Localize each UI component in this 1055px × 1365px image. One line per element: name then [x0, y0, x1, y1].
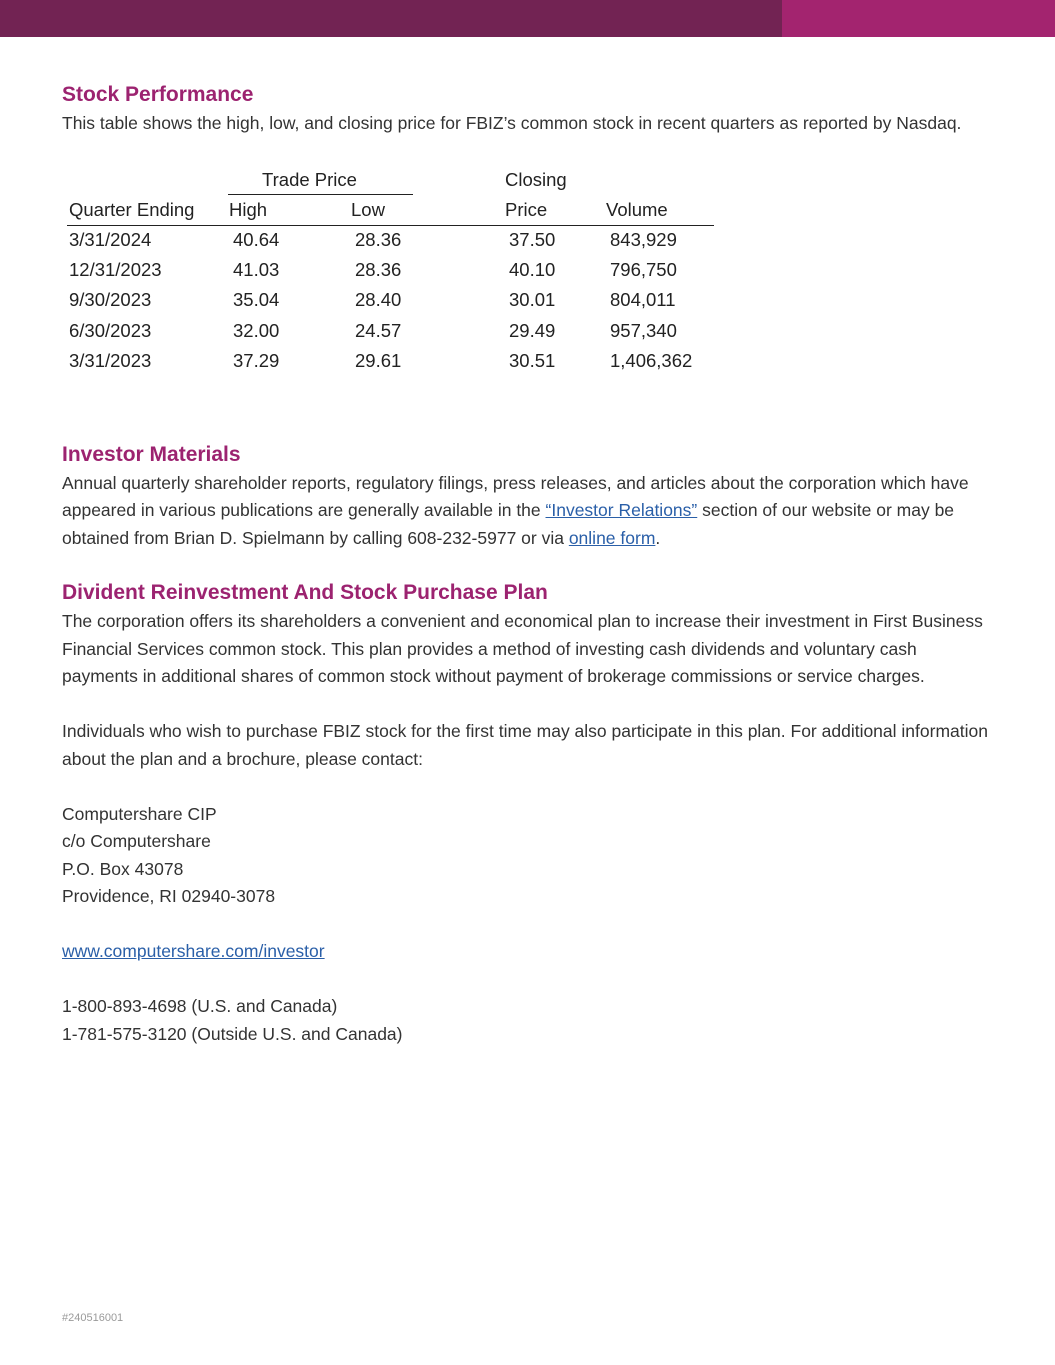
- stock-performance-heading: Stock Performance: [62, 83, 254, 106]
- table-cell: 28.40: [355, 288, 402, 310]
- table-cell: 24.57: [355, 319, 402, 341]
- investor-materials-paragraph: [62, 470, 992, 553]
- top-header-bar: [0, 0, 1055, 37]
- table-cell: 29.61: [355, 349, 402, 371]
- address-line: P.O. Box 43078: [62, 858, 184, 879]
- table-cell: 3/31/2023: [69, 349, 152, 371]
- table-cell: 796,750: [610, 258, 677, 280]
- header-bar-main: [0, 0, 782, 37]
- table-cell: 40.64: [233, 228, 280, 250]
- dividend-plan-paragraph-1: The corporation offers its shareholders a convenient and economical plan to increase their investment in First Business Financial Services common stock. This plan provides a method of investing cash dividends and voluntary cash payments in additional shares of common stock without payment of brokerage commissions or service charges.: [62, 611, 983, 686]
- table-cell: 40.10: [509, 258, 556, 280]
- table-cell: 35.04: [233, 288, 280, 310]
- stock-price-table: [62, 168, 722, 388]
- column-header-volume: Volume: [606, 198, 668, 220]
- trade-price-rule: [228, 194, 413, 196]
- phone-us-canada: 1-800-893-4698 (U.S. and Canada): [62, 996, 338, 1016]
- table-cell: 3/31/2024: [69, 228, 152, 250]
- address-line: Computershare CIP: [62, 803, 217, 824]
- table-cell: 37.50: [509, 228, 556, 250]
- page-content: [62, 80, 992, 1048]
- dividend-plan-paragraph-2: Individuals who wish to purchase FBIZ stock for the first time may also participate in this plan. For additional information about the plan and a brochure, please contact:: [62, 721, 988, 769]
- document-code: #240516001: [62, 1312, 124, 1324]
- trade-price-group-header: Trade Price: [262, 168, 357, 190]
- column-header-quarter-ending: Quarter Ending: [69, 198, 195, 220]
- table-cell: 804,011: [610, 288, 676, 310]
- column-header-low: Low: [351, 198, 385, 220]
- column-header-high: High: [229, 198, 268, 220]
- table-cell: 28.36: [355, 228, 402, 250]
- contact-address: [62, 801, 992, 911]
- investor-materials-text-1: Annual quarterly shareholder reports, regulatory filings, press releases, and articles about the corporation which have appeared in various publications are generally available in the: [62, 472, 969, 520]
- table-cell: 1,406,362: [610, 349, 693, 371]
- table-cell: 29.49: [509, 319, 556, 341]
- header-bottom-rule: [67, 225, 714, 227]
- address-line: c/o Computershare: [62, 831, 211, 851]
- stock-performance-intro: This table shows the high, low, and closing price for FBIZ’s common stock in recent quarters as reported by Nasdaq.: [62, 113, 962, 133]
- table-cell: 32.00: [233, 319, 280, 341]
- table-cell: 41.03: [233, 258, 280, 280]
- table-cell: 6/30/2023: [69, 319, 152, 341]
- investor-relations-link[interactable]: “Investor Relations”: [545, 500, 698, 520]
- online-form-link[interactable]: online form: [568, 527, 656, 548]
- table-cell: 37.29: [233, 349, 280, 371]
- column-header-price: Price: [505, 198, 548, 220]
- website-line: [62, 938, 992, 966]
- investor-materials-heading: Investor Materials: [62, 442, 241, 466]
- table-cell: 957,340: [610, 319, 677, 341]
- investor-materials-text-3: .: [655, 527, 661, 548]
- table-cell: 843,929: [610, 228, 677, 250]
- dividend-plan-heading: Divident Reinvestment And Stock Purchase Plan: [62, 581, 548, 604]
- table-cell: 30.01: [509, 288, 556, 310]
- address-line: Providence, RI 02940-3078: [62, 886, 276, 906]
- closing-group-header: Closing: [505, 168, 567, 190]
- investor-materials-text-2: section of our website or may be obtained from Brian D. Spielmann by calling 608-232-5977 or via: [62, 500, 955, 548]
- computershare-website-link[interactable]: www.computershare.com/investor: [62, 941, 325, 961]
- table-cell: 30.51: [509, 349, 556, 371]
- table-cell: 12/31/2023: [69, 258, 162, 280]
- header-bar-accent: [782, 0, 1055, 37]
- table-cell: 28.36: [355, 258, 402, 280]
- phone-outside: 1-781-575-3120 (Outside U.S. and Canada): [62, 1023, 403, 1044]
- table-cell: 9/30/2023: [69, 288, 152, 310]
